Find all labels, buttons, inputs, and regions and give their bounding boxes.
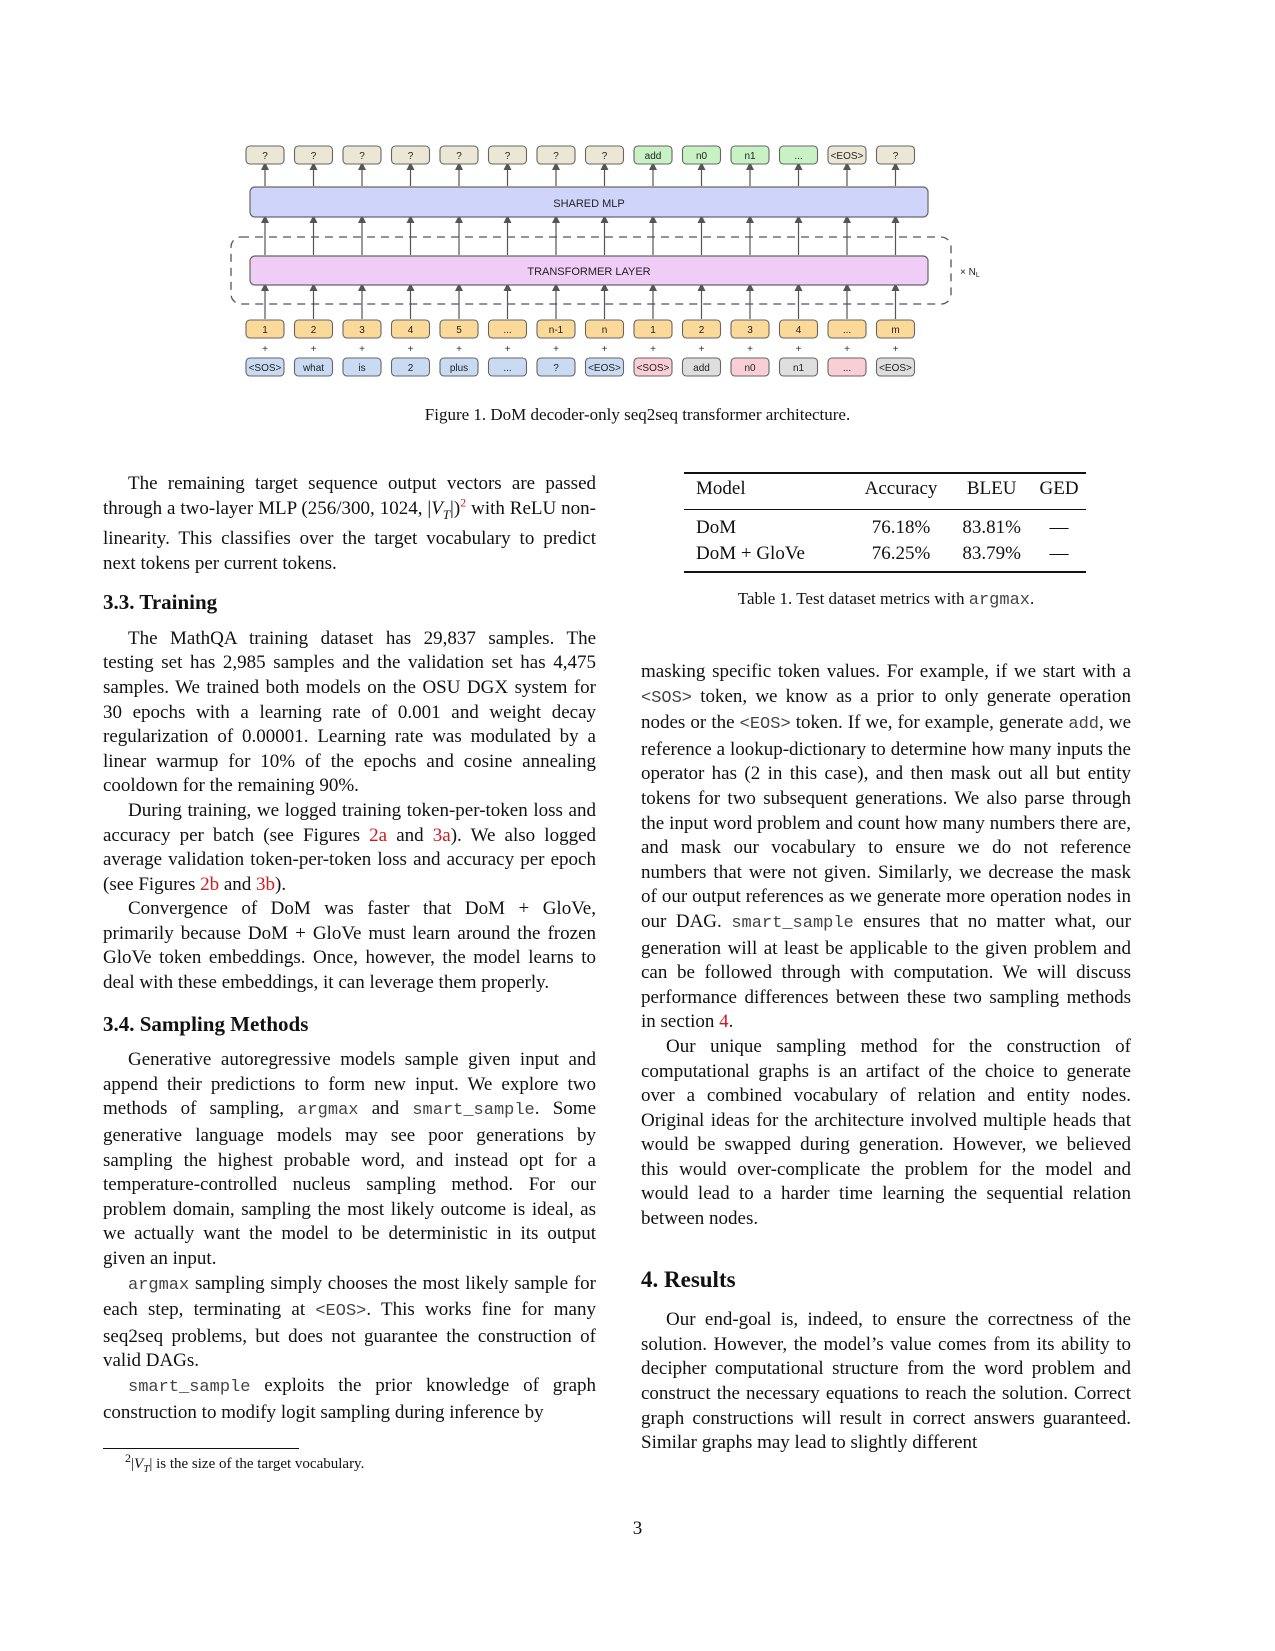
code-argmax: argmax [968, 591, 1030, 610]
position-token-1 [295, 320, 333, 338]
position-token-5 [489, 320, 527, 338]
output-token-label: ? [456, 151, 462, 162]
right-column [641, 660, 1131, 1456]
text-run: token, we know as a prior to only generate operation nodes or the [641, 685, 1131, 734]
text-run: with ReLU non-linearity. This classifies over the target vocabulary to predict next tokens per current tokens. [103, 497, 596, 574]
input-token-12 [828, 358, 866, 376]
plus-sign: + [795, 344, 802, 355]
plus-sign: + [747, 344, 753, 355]
paragraph-argmax [103, 1272, 596, 1374]
position-token-2 [343, 320, 381, 338]
left-column [103, 472, 596, 1425]
plus-sign: + [310, 344, 317, 355]
output-token-12 [828, 146, 866, 164]
plus-sign: + [456, 344, 462, 355]
text-run: and [358, 1098, 413, 1120]
code-sos: <SOS> [641, 688, 693, 708]
plus-sign: + [359, 344, 365, 355]
text-run: ). We also logged average validation token-per-token loss and accuracy per epoch (see Figures [103, 824, 596, 895]
paragraph-convergence: Convergence of DoM was faster that DoM + GloVe, primarily because DoM + GloVe must learn around the frozen GloVe token embeddings. Once, however, the model learns to deal with these embeddings, it can leverage them properly. [103, 898, 596, 994]
header-ged: GED [1032, 473, 1086, 510]
input-token-label: <EOS> [588, 363, 621, 374]
position-token-label: 4 [795, 325, 802, 336]
output-token-label: <EOS> [830, 151, 864, 162]
metrics-table-wrapper [684, 472, 1086, 573]
plus-sign: + [504, 344, 511, 355]
output-token-label: ? [504, 151, 511, 162]
code-add: add [1068, 715, 1100, 735]
plus-sign: + [698, 344, 705, 355]
input-token-4 [440, 358, 478, 376]
output-token-label: ... [794, 151, 803, 162]
input-token-7 [586, 358, 624, 376]
position-token-11 [780, 320, 818, 338]
input-token-label: ... [503, 363, 512, 374]
input-token-9 [683, 358, 721, 376]
text-run: and [387, 824, 433, 846]
shared-mlp-label: SHARED MLP [553, 198, 625, 210]
position-token-label: n-1 [548, 325, 564, 336]
header-bleu: BLEU [951, 473, 1032, 510]
repeat-label-main: × N [960, 267, 976, 278]
position-token-6 [537, 320, 575, 338]
position-token-label: 1 [650, 325, 656, 336]
text-run: , we reference a lookup-dictionary to determine how many inputs the operator has (2 in this case), and then mask out all but entity tokens for two subsequent generations. We also parse through the input word problem and count how many numbers there are, and mask our vocabulary to ensure we do not reference numbers that were not given. Similarly, we decrease the mask of our output references as we generate more operation nodes in our DAG. [641, 712, 1132, 932]
text-run: . [1029, 589, 1035, 608]
position-token-label: 1 [262, 325, 268, 336]
text-run: sampling simply chooses the most likely sample for each step, terminating at [103, 1272, 596, 1321]
output-token-label: n1 [744, 151, 756, 162]
input-token-label: add [693, 363, 710, 374]
paragraph-sampling-intro [103, 1048, 596, 1271]
section-ref-4[interactable]: 4 [719, 1011, 729, 1033]
position-token-label: 2 [698, 325, 705, 336]
text-run: masking specific token values. For example, if we start with a [641, 661, 1131, 682]
output-token-3 [392, 146, 430, 164]
code-argmax: argmax [297, 1101, 359, 1121]
input-token-label: <SOS> [248, 363, 282, 374]
text-run: . This works fine for many seq2seq problems, but does not guarantee the construction of valid DAGs. [103, 1299, 596, 1372]
code-eos: <EOS> [739, 715, 791, 735]
code-smart-sample: smart_sample [128, 1377, 251, 1397]
position-token-4 [440, 320, 478, 338]
position-token-12 [828, 320, 866, 338]
output-token-label: ? [553, 151, 559, 162]
paragraph-training-data: The MathQA training dataset has 29,837 samples. The testing set has 2,985 samples and the validation set has 4,475 samples. We trained both models on the OSU DGX system for 30 epochs with a learning rate of 0.001 and weight decay regularization of 0.00001. Learning rate was modulated by a linear warmup for 10% of the epochs and cosine annealing cooldown for the remaining 90%. [103, 627, 596, 797]
input-token-label: <SOS> [636, 363, 670, 374]
input-token-label: is [358, 363, 366, 374]
input-token-label: 2 [407, 363, 414, 374]
input-token-10 [731, 358, 769, 376]
text-run: exploits the prior knowledge of graph construction to modify logit sampling during inference by [103, 1374, 596, 1423]
paragraph-results: Our end-goal is, indeed, to ensure the correctness of the solution. However, the model’s value comes from its ability to decipher computational structure from the word problem and construct the necessary equations to reach the solution. Correct graph constructions will result in correct answers guaranteed. Similar graphs may lead to slightly different [641, 1309, 1131, 1454]
plus-sign: + [553, 344, 559, 355]
table-cell: 76.25% [851, 541, 951, 572]
table-cell: — [1032, 541, 1086, 572]
input-token-2 [343, 358, 381, 376]
heading-results: 4. Results [641, 1266, 736, 1292]
math-v: V [431, 497, 443, 519]
footnote [125, 1451, 365, 1475]
output-token-0 [246, 146, 284, 164]
position-token-label: ... [503, 325, 512, 336]
input-token-label: <EOS> [879, 363, 912, 374]
footnote-ref[interactable]: 2 [460, 495, 467, 510]
output-token-label: ? [262, 151, 268, 162]
output-token-8 [634, 146, 672, 164]
architecture-figure [0, 0, 1275, 400]
output-token-6 [537, 146, 575, 164]
table-cell: DoM + GloVe [684, 541, 851, 572]
text-run: Table 1. Test dataset metrics with [737, 589, 969, 608]
output-token-label: n0 [695, 151, 708, 162]
paragraph-smart-sample [103, 1374, 596, 1425]
header-model: Model [684, 473, 851, 510]
text-run: token. If we, for example, generate [790, 712, 1069, 734]
output-token-2 [343, 146, 381, 164]
position-token-0 [246, 320, 284, 338]
footnote-text: is the size of the target vocabulary. [152, 1456, 365, 1472]
code-smart-sample: smart_sample [412, 1101, 535, 1121]
input-token-label: ? [553, 363, 559, 374]
paragraph-unique-sampling: Our unique sampling method for the construction of computational graphs is an artifact of the choice to generate over a combined vocabulary of relation and entity nodes. Original ideas for the architecture involved multiple heads that would be swapped during generation. However, we believed this would over-complicate the problem for the model and would lead to a harder time learning the sequential relation between nodes. [641, 1035, 1131, 1230]
code-smart-sample: smart_sample [731, 913, 854, 933]
repeat-label-subscript: L [975, 272, 980, 279]
math-t: T [143, 1463, 150, 1475]
input-token-13 [877, 358, 915, 376]
input-token-3 [392, 358, 430, 376]
table-row [684, 510, 1086, 542]
output-token-7 [586, 146, 624, 164]
input-token-1 [295, 358, 333, 376]
heading-sampling: 3.4. Sampling Methods [103, 1011, 309, 1036]
output-token-label: ? [310, 151, 317, 162]
output-token-11 [780, 146, 818, 164]
position-token-8 [634, 320, 672, 338]
text-run: and [219, 873, 257, 895]
position-token-label: 3 [359, 325, 365, 336]
position-token-label: 5 [456, 325, 462, 336]
table-caption [641, 589, 1131, 610]
repeat-label [960, 267, 980, 279]
input-token-6 [537, 358, 575, 376]
output-token-label: ? [601, 151, 608, 162]
header-accuracy: Accuracy [851, 473, 951, 510]
math-v: V [134, 1456, 144, 1472]
figure-ref-3a[interactable]: 3a [432, 824, 451, 846]
position-token-label: 3 [747, 325, 753, 336]
output-token-9 [683, 146, 721, 164]
text-run: |) [450, 497, 461, 519]
text-run: | [149, 1456, 153, 1472]
text-run: . [728, 1011, 734, 1033]
table-cell: 76.18% [871, 517, 931, 538]
plus-sign: + [844, 344, 850, 355]
footnote-number: 2 [125, 1451, 131, 1465]
text-run: | [131, 1456, 135, 1472]
position-token-label: 2 [310, 325, 317, 336]
heading-training: 3.3. Training [103, 590, 218, 615]
metrics-table [684, 472, 1086, 573]
paragraph-mlp [103, 472, 596, 576]
text-run: During training, we logged training token-per-token loss and accuracy per batch (see Figures [103, 799, 596, 846]
position-token-13 [877, 320, 915, 338]
position-token-label: m [891, 325, 900, 336]
input-token-11 [780, 358, 818, 376]
table-header-row [684, 473, 1086, 510]
table-cell: 83.79% [951, 541, 1032, 572]
output-token-13 [877, 146, 915, 164]
table-row [684, 541, 1086, 572]
input-token-label: n1 [792, 363, 805, 374]
input-token-5 [489, 358, 527, 376]
plus-sign: + [262, 344, 268, 355]
input-token-label: ... [842, 363, 852, 374]
text-run: The remaining target sequence output vectors are passed through a two-layer MLP (256/300, 1024, | [103, 473, 596, 519]
transformer-layer-label: TRANSFORMER LAYER [527, 266, 651, 278]
input-token-label: what [302, 363, 325, 374]
input-token-label: n0 [744, 363, 756, 374]
figure-ref-2b[interactable]: 2b [200, 873, 220, 895]
output-token-label: add [644, 151, 662, 162]
output-token-5 [489, 146, 527, 164]
code-argmax: argmax [128, 1275, 190, 1295]
plus-sign: + [407, 344, 414, 355]
output-token-10 [731, 146, 769, 164]
text-run: . Some generative language models may see poor generations by sampling the highest probable word, and instead opt for a temperature-controlled nucleus sampling method. For our problem domain, sampling the most likely outcome is ideal, as we actually want the model to be deterministic in its output given an input. [103, 1098, 597, 1270]
output-token-1 [295, 146, 333, 164]
math-t: T [442, 506, 451, 522]
table-cell: DoM [696, 517, 737, 538]
output-token-label: ? [892, 151, 899, 162]
figure-caption: Figure 1. DoM decoder-only seq2seq transformer architecture. [424, 405, 851, 424]
code-eos: <EOS> [315, 1302, 367, 1322]
plus-sign: + [892, 344, 899, 355]
figure-ref-3b[interactable]: 3b [256, 873, 276, 895]
input-token-0 [246, 358, 284, 376]
position-token-label: 4 [407, 325, 414, 336]
position-token-9 [683, 320, 721, 338]
output-token-label: ? [407, 151, 414, 162]
table-cell: — [1049, 517, 1069, 538]
page-number: 3 [632, 1518, 643, 1539]
output-token-label: ? [359, 151, 365, 162]
paragraph-training-logging [103, 799, 596, 897]
position-token-label: n [601, 325, 608, 336]
figure-ref-2a[interactable]: 2a [369, 824, 388, 846]
text-run: Generative autoregressive models sample given input and append their predictions to form new input. We explore two methods of sampling, [103, 1049, 596, 1120]
text-run: ensures that no matter what, our generation will at least be applicable to the given problem and can be followed through with computation. We will discuss performance differences between these two sampling methods in section [641, 910, 1131, 1033]
footnote-rule [103, 1448, 299, 1449]
output-token-4 [440, 146, 478, 164]
text-run: ). [275, 873, 287, 895]
paragraph-masking [641, 660, 1131, 1035]
architecture-diagram [0, 0, 1275, 400]
table-cell: 83.81% [962, 517, 1021, 538]
input-token-label: plus [449, 363, 469, 374]
plus-sign: + [650, 344, 656, 355]
position-token-7 [586, 320, 624, 338]
position-token-label: ... [842, 325, 852, 336]
plus-sign: + [601, 344, 608, 355]
position-token-10 [731, 320, 769, 338]
position-token-3 [392, 320, 430, 338]
input-token-8 [634, 358, 672, 376]
